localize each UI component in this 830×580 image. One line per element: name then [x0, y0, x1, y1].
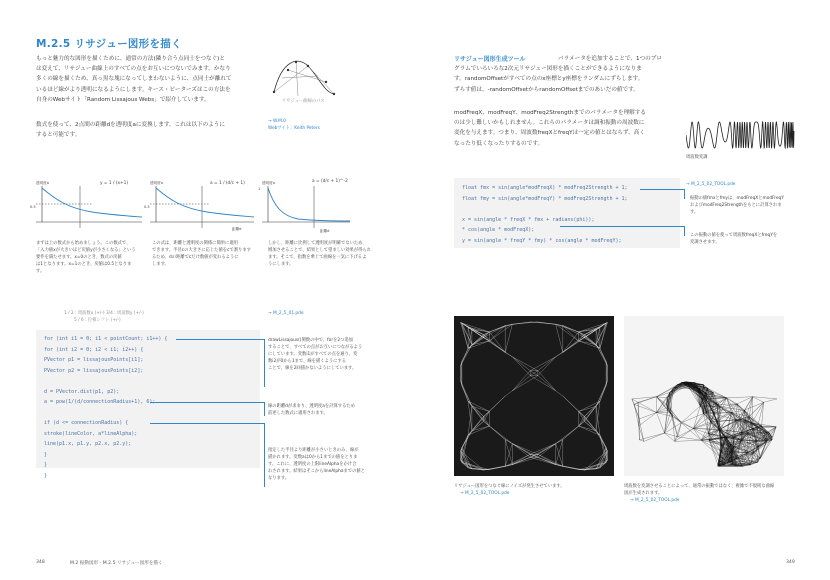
graph2-formula: a = 1 / (d/c + 1) [210, 181, 245, 186]
right-intro: パラメータを追加することで、1つのプロ グラムでいろいろな2次元リサジュー図形を描くことができるようになりま す。randomOffsetがすべての点のx座標とy座標をランダムにずらします。 ずらす値は、-randomOffsetからrandomOffsetまでのあいだの値です。 [454, 56, 662, 93]
img1-caption: リサジュー図形をつなぐ線にノイズが発生させています。 [454, 484, 565, 489]
section-title: M.2.5 リサジュー図形を描く [36, 38, 182, 50]
graph2-axis-label: 透明度a [150, 181, 163, 185]
note-3: 指定した半径より距離が小さいときのみ、線が 描かれます。変数aは0から1までの値をとりま す。これに、透明度の上限lineAlphaをかけ合 わされます。結果はそこからlineAlphaまでの値と なります。 [268, 448, 365, 481]
left-para2: 数式を使って、2点間の距離dを透明度aに変換します。これは以下のように すると可能です。 [36, 122, 225, 139]
img2-link[interactable]: → M_2_5_02_TOOL.pde [630, 498, 680, 503]
code-header-1: 1 / 2 : 周波数x (+/-) 3/4 : 周波数y (+/-) [64, 311, 144, 316]
callout-line-r1 [640, 189, 684, 190]
note-r1: 振動の値fmxとfmyは、modFreqXとmodFreqY およびmodFreq2Strengthをもとに計算されま す。 [690, 196, 784, 215]
code-lines-right: float fmx = sin(angle*modFreqX) * modFreq2Strength + 1; float fmy = sin(angle*modFreqY) * modFreq2Strength + 1; x = sin(angle * freqX * fmx + radians(phi)); * cos(angle * modFreqX); y = sin(angle * freqY * fmy) * cos(angle * modFreqY); [462, 185, 628, 244]
graph1-axis-label: 透明度a [36, 181, 49, 185]
left-intro: もっと魅力的な図形を描くために、通常の方法(隣り合う点同士をつなぐ)と は変えて、リサジュー曲線上のすべての点をお互いにつないでみます。かなり 多くの線を描くため、真っ黒な塊になってしまわないように、点同士が離れて いるほど線がより透明になるようにします。キース・ピーターズはこの方法を 自身のWebサイト「Random Lissajous Webs」で紹介しています。 [36, 56, 232, 103]
graph2-tick: 0.5 [144, 205, 150, 209]
callout-line-2 [150, 402, 264, 403]
wave-caption: 周波数変調 [686, 155, 708, 160]
callout-line-r2 [560, 226, 684, 227]
graph1-formula: y = 1 / (x+1) [100, 181, 129, 186]
lissajous-modulated-image [624, 316, 784, 476]
graph3-axis-label: 透明度a [262, 181, 275, 185]
graph1-tick: 0.5 [30, 205, 36, 209]
callout-vline-3 [264, 423, 265, 487]
web-link-ref[interactable]: → W.M.0 [268, 119, 286, 124]
callout-vline-1 [264, 339, 265, 387]
callout-vline-r2 [684, 226, 685, 236]
fig-caption: リサジュー曲線のパス [282, 99, 325, 104]
graph3-formula: a = (d/c + 1)^-2 [312, 179, 348, 184]
code-header-2: 5 / 6 : 位相シフト (+/-) [74, 318, 121, 323]
transparency-graphs [32, 178, 352, 236]
note-2: 線の距離dが求まり、透明度aを計算するため 前述した数式に適用されます。 [268, 404, 355, 416]
callout-vline-r1 [684, 189, 685, 199]
img1-link[interactable]: → M_2_5_02_TOOL.pde [460, 491, 510, 496]
graph1-text: まずは上の数式から始めましょう。この数式で、 「入力値xが大きいほど戻値yが小さくなる」という 要件を満たせます。x=0のとき、数式の戻値 は1となります。x=1のとき、戻値は0.5となりま す。 [36, 241, 136, 274]
callout-line-3 [150, 423, 264, 424]
code-lines-left: for (int i1 = 0; i1 < pointCount; i1++) { for (int i2 = 0; i2 < i1; i2++) { PVector p1 = lissajousPoints[i1]; PVector p2 = lissajousPoints[i2]; d = PVector.dist(p1, p2); a = pow(1/(d/connectionRadius+1), 6); if (d <= connectionRadius) { stroke(lineColor, a*lineAlpha); line(p1.x, p1.y, p2.x, p2.y); } } } [44, 336, 168, 479]
lissajous-path-figure [268, 52, 340, 104]
note-r2: この振動の値を使って周波数freqXとfreqYを 変調させます。 [690, 233, 778, 245]
lissajous-noise-image [454, 316, 614, 476]
frequency-modulation-wave [686, 120, 796, 150]
web-link-keith-peters[interactable]: Webサイト：Keith Peters [268, 126, 320, 131]
code-link-tool[interactable]: → M_2_5_02_TOOL.pde [686, 182, 736, 187]
page-number-left: 348 [36, 560, 45, 565]
tool-heading: リサジュー図形生成ツール [454, 56, 526, 63]
graph2-x-label: 距離d [232, 227, 242, 231]
callout-line-1 [176, 339, 264, 340]
graph3-x-label: 距離d [320, 229, 330, 233]
footer-section: M.2 振動図形 - M.2.5 リサジュー図形を描く [70, 561, 163, 566]
graph2-text: この式は、距離と透明度の関係に簡単に適用 できます。半径cの大きさに応じた値をcで割ります るため、dの距離でcだけ数値が変わるように します。 [152, 241, 251, 267]
page-number-right: 349 [786, 560, 795, 565]
graph3-text: しかし、距離に比例して透明度が明確でないため、 増加させることで、結果として望ましい効果が得られ ます。そこで、指数を乗じて曲線を一気に下げるよ うにします。 [268, 241, 372, 267]
img2-caption: 周波数を変調させることによって、通常の振動ではなく、複雑で不規則な曲線 図が生成されます。 [624, 484, 775, 496]
graph3-tick: 1 [258, 187, 261, 191]
callout-vline-2 [264, 402, 265, 416]
code-link-m251[interactable]: → M_2_5_01.pde [268, 311, 304, 316]
note-1: drawLissajous()関数の中で、forを2つ追加 することで、すべての点がお互いにつながるよう にしています。変数i1がすべての点を通り、変 数i2が0から1まで、線を描くようにする ことで、線を2回描かないようにしています。 [268, 338, 363, 371]
right-para2: modFreqX、modFreqY、modFreq2Strengthまでのパラメータを理解する のは少し難しいかもしれません。これらのパラメータは調和振動の周波数に 変化を与えます。つまり、周波数freqXとfreqYは一定の値とはならず、高く なったり低くなったりするのです。 [454, 110, 646, 147]
